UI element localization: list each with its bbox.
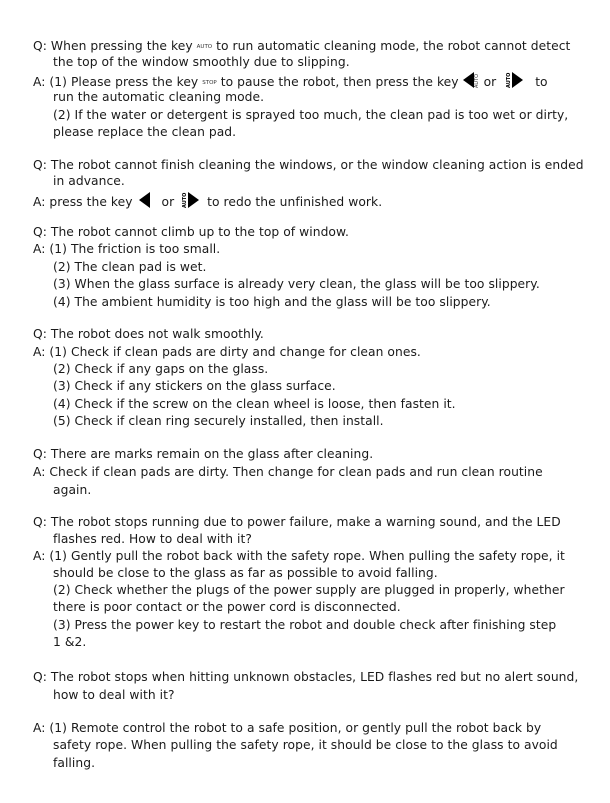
- q7-a-text: (1) Remote control the robot to a safe position, or gently pull the robot back by: [49, 721, 542, 735]
- q2-a-or: or: [161, 195, 175, 209]
- q7-q-tag: Q:: [33, 670, 47, 684]
- q4-answer-line-3: (3) Check if any stickers on the glass surface.: [53, 379, 336, 393]
- q7-question-line-2: how to deal with it?: [53, 688, 175, 702]
- q5-q-tag: Q:: [33, 447, 47, 461]
- q2-question-line-2: in advance.: [53, 174, 125, 188]
- auto-key-label: AUTO: [196, 44, 213, 50]
- q2-answer-line-1: [33, 192, 382, 210]
- right-arrow-key: [506, 72, 523, 88]
- q2-question-line-1: [33, 157, 584, 173]
- q1-answer-line-3: (2) If the water or detergent is sprayed too much, the clean pad is too wet or dirty,: [53, 108, 569, 122]
- q6-a-tag: A:: [33, 549, 46, 563]
- q1-question-line-2: the top of the window smoothly due to slipping.: [53, 55, 350, 69]
- q5-answer-line-1: [33, 464, 543, 480]
- q2-q-tag: Q:: [33, 158, 47, 172]
- q1-a-text-b: to pause the robot, then press the key: [220, 75, 459, 89]
- q6-answer-line-4: there is poor contact or the power cord is disconnected.: [53, 600, 401, 614]
- q1-answer-line-2: run the automatic cleaning mode.: [53, 90, 265, 104]
- q4-answer-line-5: (5) Check if clean ring securely installed, then install.: [53, 414, 384, 428]
- q3-answer-line-1: [33, 241, 220, 257]
- q3-answer-line-2: (2) The clean pad is wet.: [53, 260, 207, 274]
- left-arrow-key: [463, 72, 480, 88]
- q1-answer-line-4: please replace the clean pad.: [53, 125, 237, 139]
- q2-a-text-b: to redo the unfinished work.: [207, 195, 383, 209]
- q5-question-line-1: [33, 446, 373, 462]
- q1-q-text-b: to run automatic cleaning mode, the robot cannot detect: [216, 39, 571, 53]
- stop-key-label: STOP: [202, 80, 217, 86]
- left-key-label: AUTO: [473, 73, 480, 88]
- q1-question-line-1: [33, 38, 570, 55]
- q2-q-text: The robot cannot finish cleaning the windows, or the window cleaning action is ended: [50, 158, 584, 172]
- q4-a-tag: A:: [33, 345, 46, 359]
- q4-q-tag: Q:: [33, 327, 47, 341]
- right-arrow-icon: [512, 72, 523, 88]
- q7-a-tag: A:: [33, 721, 46, 735]
- q6-answer-line-3: (2) Check whether the plugs of the power supply are plugged in properly, whether: [53, 583, 565, 597]
- right-arrow-icon: [188, 192, 199, 208]
- q6-answer-line-6: 1 &2.: [53, 635, 87, 649]
- q4-a-text: (1) Check if clean pads are dirty and change for clean ones.: [49, 345, 421, 359]
- q7-answer-line-3: falling.: [53, 756, 96, 770]
- left-arrow-icon: [139, 192, 150, 208]
- q6-answer-line-2: should be close to the glass as far as possible to avoid falling.: [53, 566, 438, 580]
- q6-answer-line-5: (3) Press the power key to restart the robot and double check after finishing step: [53, 618, 557, 632]
- q1-a-to: to: [535, 75, 548, 89]
- q4-answer-line-4: (4) Check if the screw on the clean wheel is loose, then fasten it.: [53, 397, 456, 411]
- q6-answer-line-1: [33, 548, 565, 564]
- q1-a-or: or: [483, 75, 497, 89]
- q3-answer-line-3: (3) When the glass surface is already very clean, the glass will be too slippery.: [53, 277, 540, 291]
- q6-q-tag: Q:: [33, 515, 47, 529]
- q5-a-tag: A:: [33, 465, 46, 479]
- q1-a-tag: A:: [33, 75, 46, 89]
- q3-a-text: (1) The friction is too small.: [49, 242, 221, 256]
- q5-answer-line-2: again.: [53, 483, 92, 497]
- q4-answer-line-1: [33, 344, 421, 360]
- q4-question-line-1: [33, 326, 264, 342]
- q3-q-tag: Q:: [33, 225, 47, 239]
- q4-q-text: The robot does not walk smoothly.: [50, 327, 264, 341]
- q2-a-text-a: press the key: [49, 195, 133, 209]
- q7-q-text: The robot stops when hitting unknown obstacles, LED flashes red but no alert sound,: [50, 670, 579, 684]
- right-arrow-key: [182, 192, 199, 208]
- q6-q-text: The robot stops running due to power failure, make a warning sound, and the LED: [50, 515, 561, 529]
- q3-q-text: The robot cannot climb up to the top of window.: [50, 225, 349, 239]
- q5-a-text: Check if clean pads are dirty. Then change for clean pads and run clean routine: [49, 465, 543, 479]
- q7-answer-line-2: safety rope. When pulling the safety rope, it should be close to the glass to avoid: [53, 738, 558, 752]
- q1-q-tag: Q:: [33, 39, 47, 53]
- q1-a-text-a: (1) Please press the key: [49, 75, 199, 89]
- q6-a-text: (1) Gently pull the robot back with the safety rope. When pulling the safety rope, it: [49, 549, 565, 563]
- right-key-label: AUTO: [182, 192, 189, 208]
- right-key-label: AUTO: [506, 72, 513, 88]
- q6-question-line-2: flashes red. How to deal with it?: [53, 532, 252, 546]
- q3-answer-line-4: (4) The ambient humidity is too high and the glass will be too slippery.: [53, 295, 491, 309]
- q5-q-text: There are marks remain on the glass after cleaning.: [50, 447, 374, 461]
- q2-a-tag: A:: [33, 195, 46, 209]
- q7-question-line-1: [33, 669, 578, 685]
- q1-q-text-a: When pressing the key: [50, 39, 193, 53]
- q6-question-line-1: [33, 514, 561, 530]
- q4-answer-line-2: (2) Check if any gaps on the glass.: [53, 362, 269, 376]
- q3-question-line-1: [33, 224, 349, 240]
- q7-answer-line-1: [33, 720, 541, 736]
- left-arrow-icon: [463, 72, 474, 88]
- q3-a-tag: A:: [33, 242, 46, 256]
